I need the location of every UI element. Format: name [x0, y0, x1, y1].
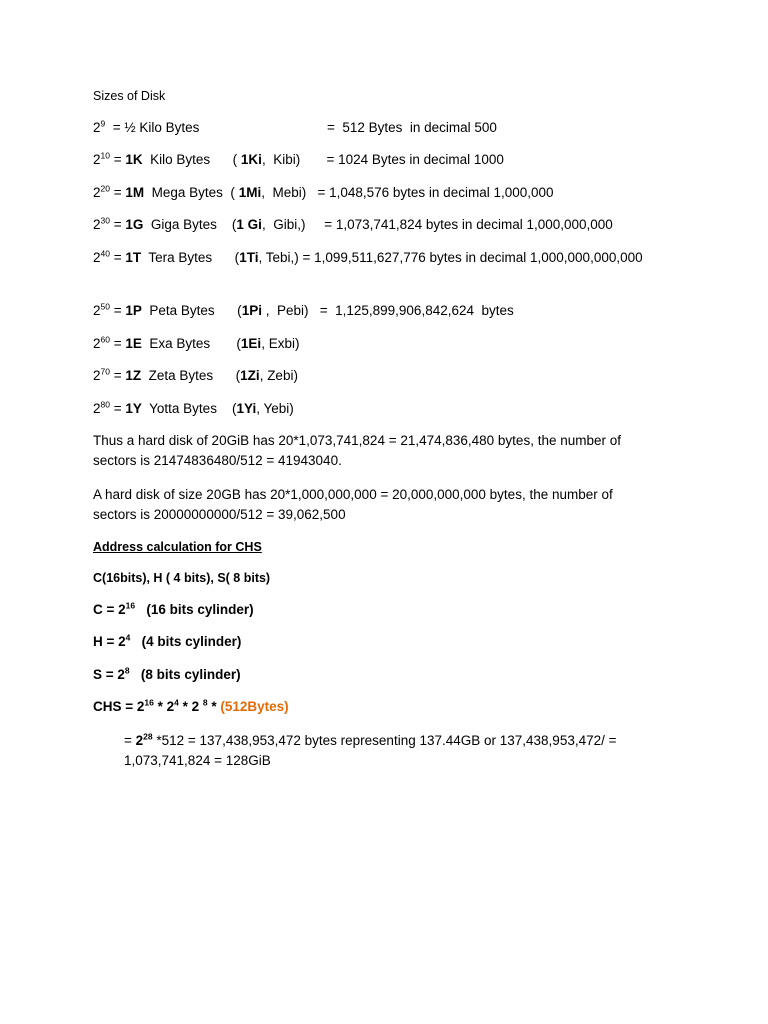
power-line-9: $2^9$ = ½ Kilo Bytes = 512 Bytes in decimal 500 [93, 118, 497, 135]
power-line-70: $2^{70} = 1Z$ Zeta Bytes (1Zi, Zebi) [93, 366, 298, 383]
power-line-30: $2^{30} = 1G$ Giga Bytes (1 Gi, Gibi,) = 1,073,741,824 bytes in decimal 1,000,000,000 [93, 215, 613, 232]
power-line-10: $2^{10} = 1K$ Kilo Bytes ( 1Ki, Kibi) = 1024 Bytes in decimal 1000 [93, 150, 504, 167]
power-line-40: $2^{40} = 1T$ Tera Bytes (1Ti, Tebi,) = 1,099,511,627,776 bytes in decimal 1,000,000,000,000 [93, 248, 643, 265]
chs-heading: Address calculation for CHS [93, 540, 262, 554]
power-line-50: $2^{50} = 1P$ Peta Bytes (1Pi , Pebi) = 1,125,899,906,842,624 bytes [93, 301, 514, 318]
paragraph-gb: A hard disk of size 20GB has 20*1,000,000,000 = 20,000,000,000 bytes, the number of sectors is 20000000000/512 = 39,062,500 [93, 487, 613, 522]
doc-title: Sizes of Disk [93, 89, 166, 103]
power-line-20: $2^{20} = 1M$ Mega Bytes ( 1Mi, Mebi) = 1,048,576 bytes in decimal 1,000,000 [93, 183, 554, 200]
chs-s-line: $S = 2^8$ (8 bits cylinder) [93, 665, 241, 682]
chs-bytes-highlight: (512Bytes) [220, 699, 289, 714]
power-line-60: $2^{60} = 1E$ Exa Bytes (1Ei, Exbi) [93, 334, 300, 351]
paragraph-gib: Thus a hard disk of 20GiB has 20*1,073,741,824 = 21,474,836,480 bytes, the number of sectors is 21474836480/512 = 41943040. [93, 433, 621, 468]
chs-h-line: $H = 2^4$ (4 bits cylinder) [93, 632, 242, 649]
chs-c-line: $C = 2^{16}$ (16 bits cylinder) [93, 600, 254, 617]
chs-formula: CHS = $2^{16} * 2^4 * 2$ $^8$ * (512Bytes) [93, 697, 289, 714]
chs-bits-line: C(16bits), H ( 4 bits), S( 8 bits) [93, 571, 271, 585]
power-line-80: $2^{80} = 1Y$ Yotta Bytes (1Yi, Yebi) [93, 399, 294, 416]
chs-result: = $2^{28}$ *512 = 137,438,953,472 bytes representing 137.44GB or 137,438,953,472/ = 1,073,741,824 = 128GiB [124, 731, 617, 768]
